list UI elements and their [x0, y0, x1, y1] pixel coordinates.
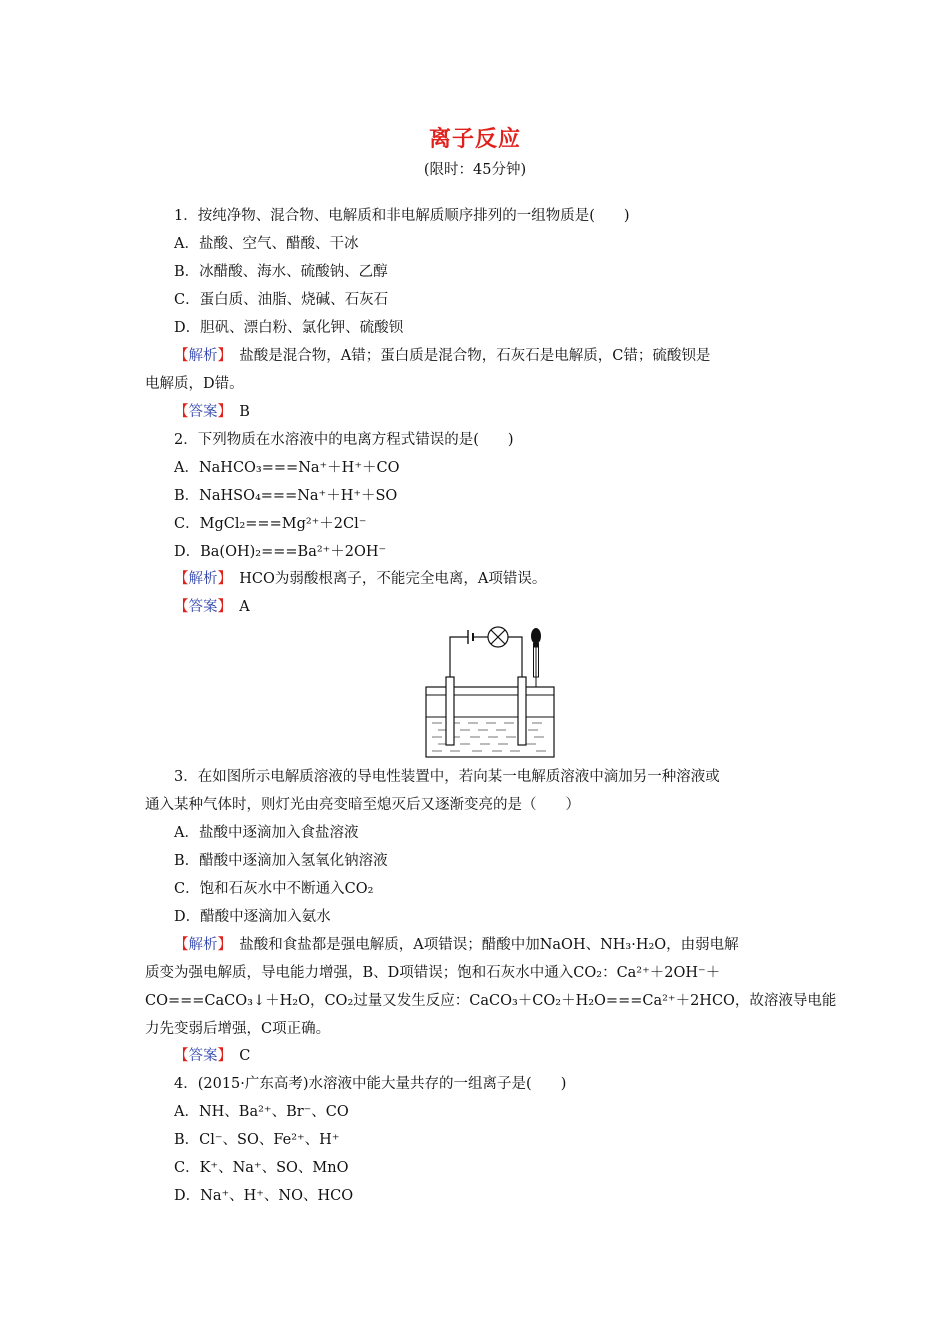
q3-option-d: D．醋酸中逐滴加入氨水	[174, 909, 331, 925]
q1-analysis-text: 盐酸是混合物，A错；蛋白质是混合物，石灰石是电解质，C错；硫酸钡是	[224, 348, 711, 364]
q3-option-a: A．盐酸中逐滴加入食盐溶液	[174, 825, 359, 841]
wire-left	[450, 637, 468, 680]
q2-option-c: C．MgCl₂===Mg²⁺＋2Cl⁻	[174, 516, 367, 532]
q1-option-d: D．胆矾、漂白粉、氯化钾、硫酸钡	[174, 320, 404, 336]
q4-option-b: B．Cl⁻、SO、Fe²⁺、H⁺	[174, 1132, 340, 1148]
q4-stem: 4．(2015·广东高考)水溶液中能大量共存的一组离子是( )	[174, 1076, 567, 1092]
q3-option-b: B．醋酸中逐滴加入氢氧化钠溶液	[174, 853, 388, 869]
q3-stem: 3．在如图所示电解质溶液的导电性装置中，若向某一电解质溶液中滴加另一种溶液或	[174, 769, 720, 785]
q3-analysis-cont-1: 质变为强电解质，导电能力增强，B、D项错误；饱和石灰水中通入CO₂：Ca²⁺＋2OH⁻＋	[145, 965, 721, 981]
q3-analysis-cont-2: CO===CaCO₃↓＋H₂O，CO₂过量又发生反应：CaCO₃＋CO₂＋H₂O===Ca²⁺＋2HCO，故溶液导电能	[145, 993, 837, 1009]
q2-answer-text: A	[224, 599, 250, 615]
q3-analysis-tag: 【解析】	[174, 937, 225, 953]
q2-option-d: D．Ba(OH)₂===Ba²⁺＋2OH⁻	[174, 544, 387, 560]
q2-stem: 2．下列物质在水溶液中的电离方程式错误的是( )	[174, 432, 514, 448]
q4-option-d: D．Na⁺、H⁺、NO、HCO	[174, 1188, 354, 1204]
q1-answer-tag: 【答案】	[174, 404, 225, 420]
q1-analysis-tag: 【解析】	[174, 348, 225, 364]
q4-option-c: C．K⁺、Na⁺、SO、MnO	[174, 1160, 349, 1176]
q2-option-a: A．NaHCO₃===Na⁺＋H⁺＋CO	[174, 460, 400, 476]
q2-analysis	[174, 569, 546, 589]
q3-stem-cont: 通入某种气体时，则灯光由亮变暗至熄灭后又逐渐变亮的是（ ）	[145, 797, 580, 813]
page-title: 离子反应	[428, 126, 521, 152]
q1-analysis-cont: 电解质，D错。	[145, 376, 244, 392]
q1-stem: 1．按纯净物、混合物、电解质和非电解质顺序排列的一组物质是( )	[174, 208, 630, 224]
electrode-right	[518, 677, 526, 745]
dropper-bulb-icon	[531, 628, 541, 644]
conductivity-apparatus-figure	[420, 625, 560, 760]
q1-option-a: A．盐酸、空气、醋酸、干冰	[174, 236, 359, 252]
beaker	[426, 687, 554, 757]
q1-option-c: C．蛋白质、油脂、烧碱、石灰石	[174, 292, 389, 308]
q2-answer-tag: 【答案】	[174, 599, 225, 615]
q2-analysis-tag: 【解析】	[174, 571, 225, 587]
q3-option-c: C．饱和石灰水中不断通入CO₂	[174, 881, 374, 897]
q4-option-a: A．NH、Ba²⁺、Br⁻、CO	[174, 1104, 349, 1120]
q3-answer-tag: 【答案】	[174, 1048, 225, 1064]
q2-analysis-text: HCO为弱酸根离子，不能完全电离，A项错误。	[224, 571, 547, 587]
q3-analysis	[174, 935, 739, 955]
q3-analysis-text: 盐酸和食盐都是强电解质，A项错误；醋酸中加NaOH、NH₃·H₂O，由弱电解	[224, 937, 739, 953]
q3-answer-text: C	[224, 1048, 251, 1064]
q1-analysis	[174, 346, 710, 366]
q1-option-b: B．冰醋酸、海水、硫酸钠、乙醇	[174, 264, 388, 280]
q2-option-b: B．NaHSO₄===Na⁺＋H⁺＋SO	[174, 488, 398, 504]
time-limit: (限时：45分钟)	[423, 162, 527, 178]
q1-answer-text: B	[224, 404, 250, 420]
wire-right	[508, 637, 522, 680]
q3-answer	[174, 1046, 250, 1066]
q1-answer	[174, 402, 250, 422]
electrode-left	[446, 677, 454, 745]
q3-analysis-cont-3: 力先变弱后增强，C项正确。	[145, 1021, 331, 1037]
q2-answer	[174, 597, 250, 617]
